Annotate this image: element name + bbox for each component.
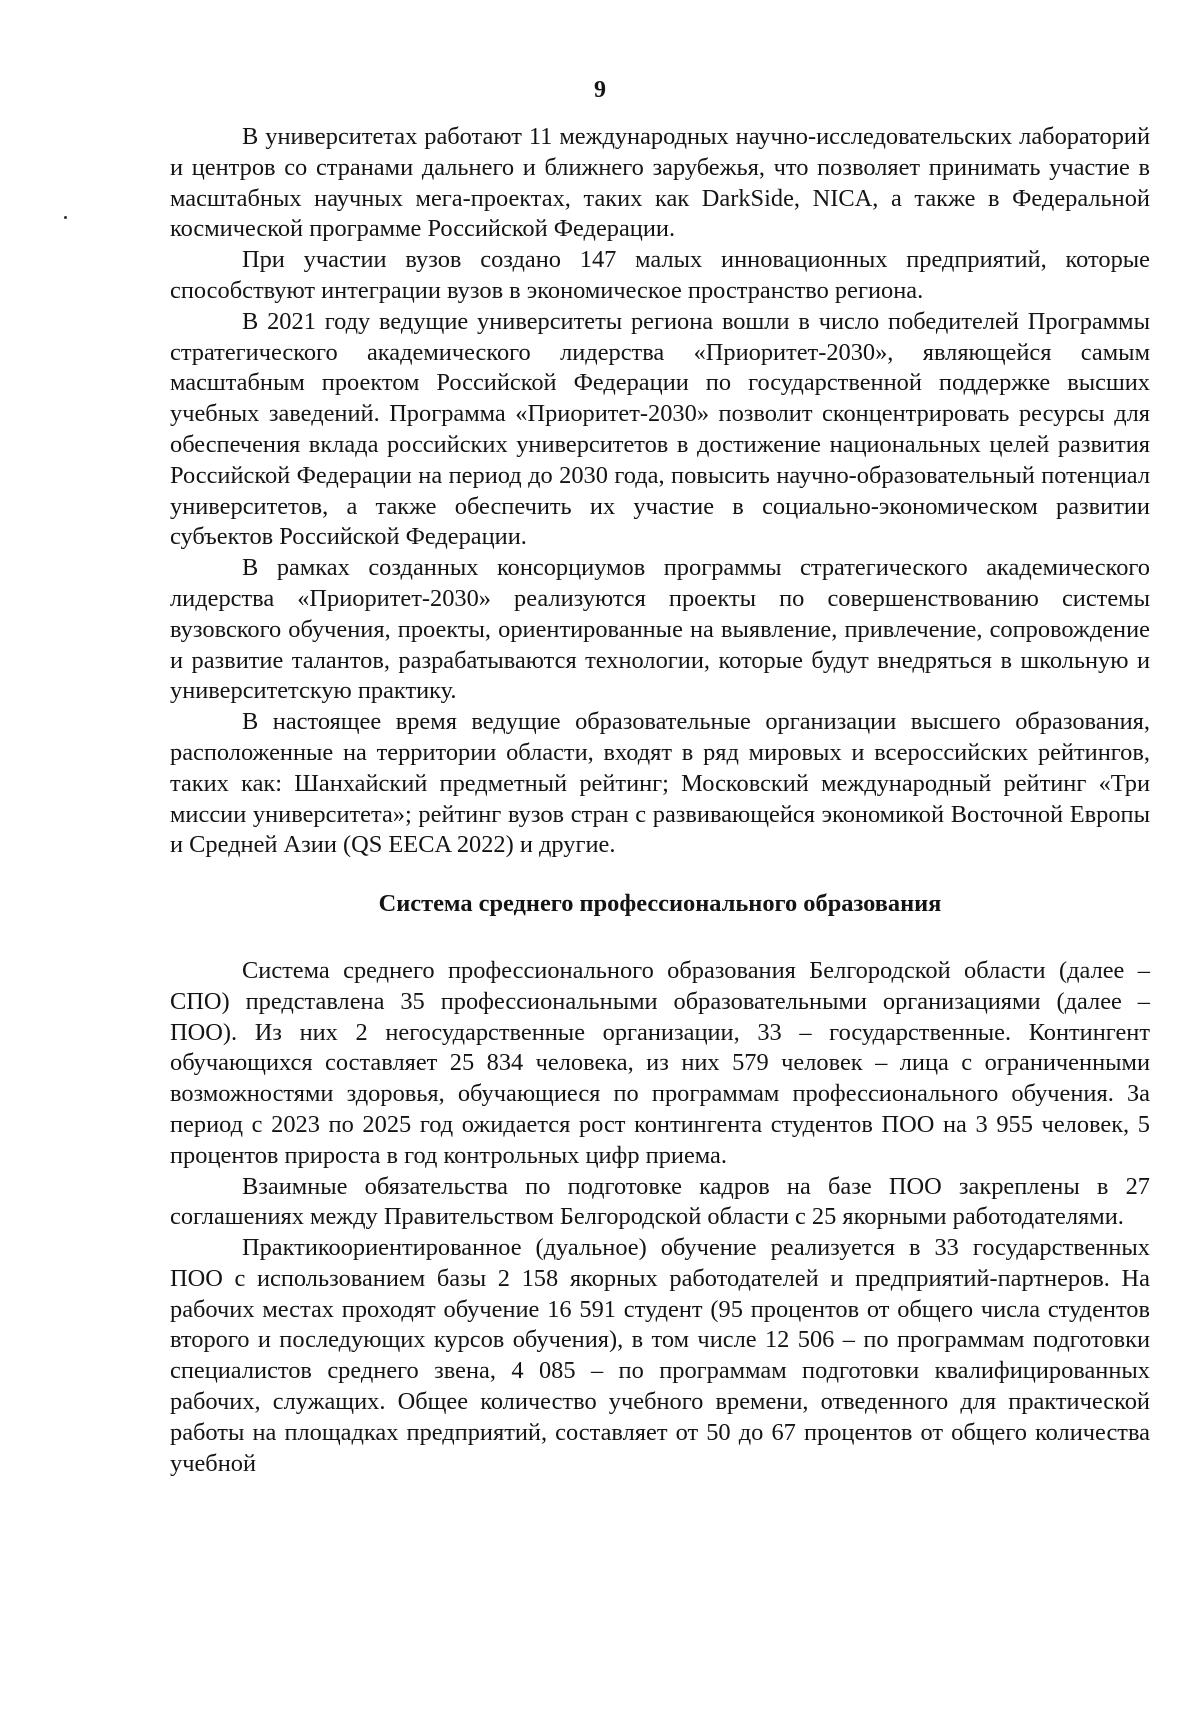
document-body [170,122,1150,1479]
paragraph-agreements: Взаимные обязательства по подготовке кадров на базе ПОО закреплены в 27 соглашениях между Правительством Белгородской области с 25 якорными работодателями. [170,1172,1150,1231]
paragraph-innovation-enterprises: При участии вузов создано 147 малых инновационных предприятий, которые способствуют интеграции вузов в экономическое пространство региона. [170,246,1150,304]
paragraph-rankings: В настоящее время ведущие образовательные организации высшего образования, расположенные на территории области, входят в ряд мировых и всероссийских рейтингов, таких как: Шанхайский предметный рейтинг; Московский международный рейтинг «Три миссии университета»; рейтинг вузов стран с развивающейся экономикой Восточной Европы и Средней Азии (QS EECA 2022) и другие. [170,708,1150,859]
paragraph-dual-training: Практикоориентированное (дуальное) обучение реализуется в 33 государственных ПОО с использованием базы 2 158 якорных работодателей и предприятий-партнеров. На рабочих местах проходят обучение 16 591 студент (95 процентов от общего числа студентов второго и последующих курсов обучения), в том числе 12 506 – по программам подготовки специалистов среднего звена, 4 085 – по программам подготовки квалифицированных рабочих, служащих. Общее количество учебного времени, отведенного для практической работы на площадках предприятий, составляет от 50 до 67 процентов от общего количества учебной [170,1234,1150,1477]
section-heading: Система среднего профессионального образования [378,890,942,918]
paragraph-priority-2030: В 2021 году ведущие университеты региона вошли в число победителей Программы стратегического академического лидерства «Приоритет-2030», являющейся самым масштабным проектом Российской Федерации по государственной поддержке высших учебных заведений. Программа «Приоритет-2030» позволит сконцентрировать ресурсы для обеспечения вклада российских университетов в достижение национальных целей развития Российской Федерации на период до 2030 года, повысить научно-образовательный потенциал университетов, а также обеспечить их участие в социально-экономическом развитии субъектов Российской Федерации. [170,307,1150,551]
page-number: 9 [594,77,606,103]
paragraph-research-labs: В университетах работают 11 международных научно-исследовательских лабораторий и центров со странами дальнего и ближнего зарубежья, что позволяет принимать участие в масштабных научных мега-проектах, таких как DarkSide, NICA, а также в Федеральной космической программе Российской Федерации. [170,123,1150,243]
paragraph-spo-system: Система среднего профессионального образования Белгородской области (далее – СПО) представлена 35 профессиональными образовательными организациями (далее – ПОО). Из них 2 негосударственные организации, 33 – государственные. Контингент обучающихся составляет 25 834 человека, из них 579 человек – лица с ограниченными возможностями здоровья, обучающиеся по программам профессионального обучения. За период с 2023 по 2025 год ожидается рост контингента студентов ПОО на 3 955 человек, 5 процентов прироста в год контрольных цифр приема. [170,956,1150,1169]
scan-speck [64,216,67,219]
paragraph-consortiums: В рамках созданных консорциумов программы стратегического академического лидерства «Приоритет-2030» реализуются проекты по совершенствованию системы вузовского обучения, проекты, ориентированные на выявление, привлечение, сопровождение и развитие талантов, разрабатываются технологии, которые будут внедряться в школьную и университетскую практику. [170,554,1150,705]
